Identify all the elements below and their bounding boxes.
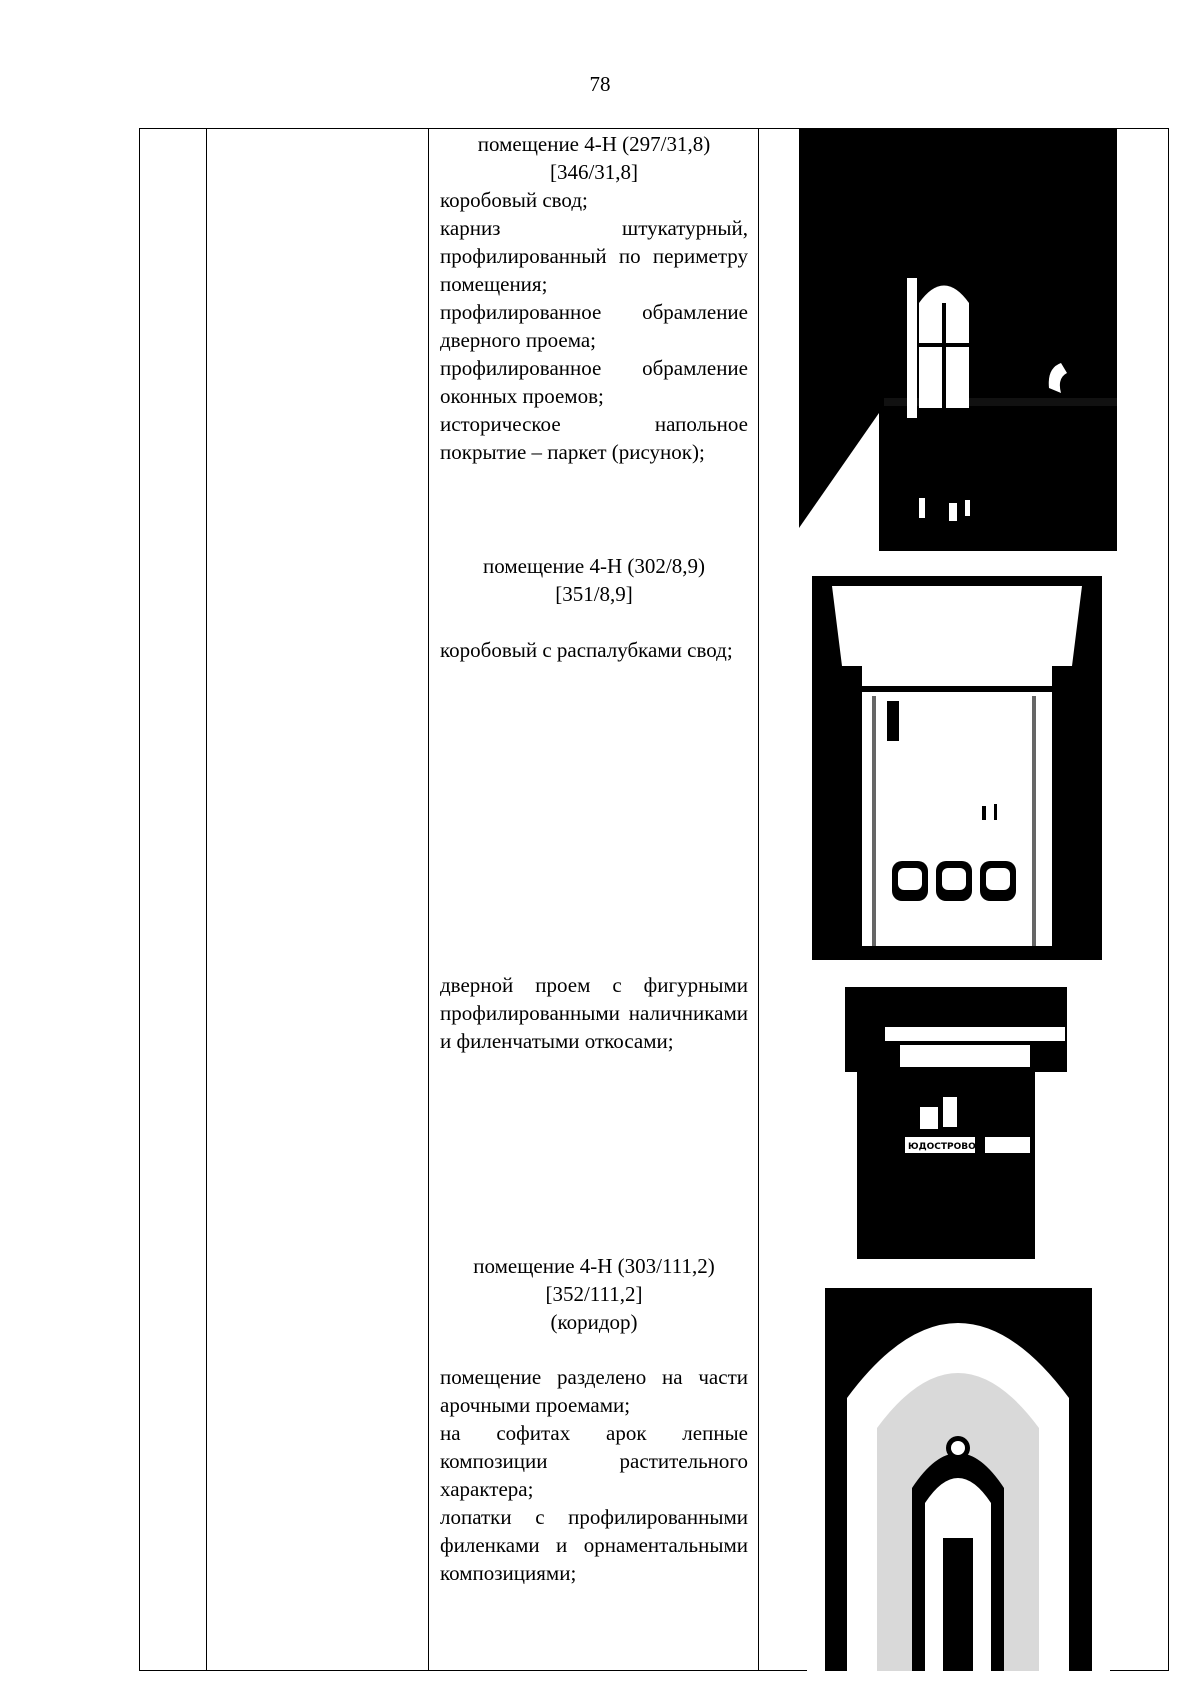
photo-doorway-sign: ЮДОСТРОВО — [908, 1142, 976, 1152]
photo-doorway-image — [845, 987, 1067, 1259]
photo-corridor-image — [807, 1288, 1110, 1671]
photo-corridor — [807, 1288, 1110, 1671]
section-3-title-line1: помещение 4-Н (303/111,2) — [473, 1254, 715, 1278]
section-3-title-line3: (коридор) — [550, 1310, 638, 1334]
column-divider-2 — [428, 128, 429, 1671]
section-2-item-2: дверной проем с фигурными профилированными наличниками и филенчатыми откосами; — [440, 973, 748, 1053]
page-number: 78 — [589, 72, 611, 96]
column-divider-1 — [206, 128, 207, 1671]
section-1-title-line2: [346/31,8] — [549, 160, 639, 184]
photo-doorway — [845, 987, 1067, 1259]
section-1-item-1: коробовый свод; — [440, 188, 588, 212]
section-1-title-line1: помещение 4-Н (297/31,8) — [477, 132, 711, 156]
section-1-item-4: профилированное обрамление оконных проемов; — [440, 356, 748, 408]
column-divider-3 — [758, 128, 759, 1671]
section-1-item-5: историческое напольное покрытие – паркет (рисунок); — [440, 412, 748, 464]
section-3-title-line2: [352/111,2] — [545, 1282, 643, 1306]
section-3-items — [440, 1363, 748, 1587]
section-2-item-1: коробовый с распалубками свод; — [440, 638, 733, 662]
photo-room-window — [799, 128, 1117, 551]
section-3-item-1: помещение разделено на части арочными проемами; — [440, 1365, 748, 1417]
section-2-title-line1: помещение 4-Н (302/8,9) — [483, 554, 705, 578]
section-3-item-2: на софитах арок лепные композиции растительного характера; — [440, 1421, 748, 1501]
section-3-item-3: лопатки с профилированными филенками и орнаментальными композициями; — [440, 1505, 748, 1585]
photo-vaulted-room — [812, 576, 1102, 960]
photo-room-window-image — [799, 128, 1117, 551]
section-3-text — [440, 1252, 748, 1336]
section-1-item-3: профилированное обрамление дверного проема; — [440, 300, 748, 352]
section-2-title-line2: [351/8,9] — [555, 582, 633, 606]
section-2-text — [440, 552, 748, 608]
section-1-item-2: карниз штукатурный, профилированный по периметру помещения; — [440, 216, 748, 296]
photo-vaulted-room-image — [812, 576, 1102, 960]
section-1-text — [440, 130, 748, 466]
